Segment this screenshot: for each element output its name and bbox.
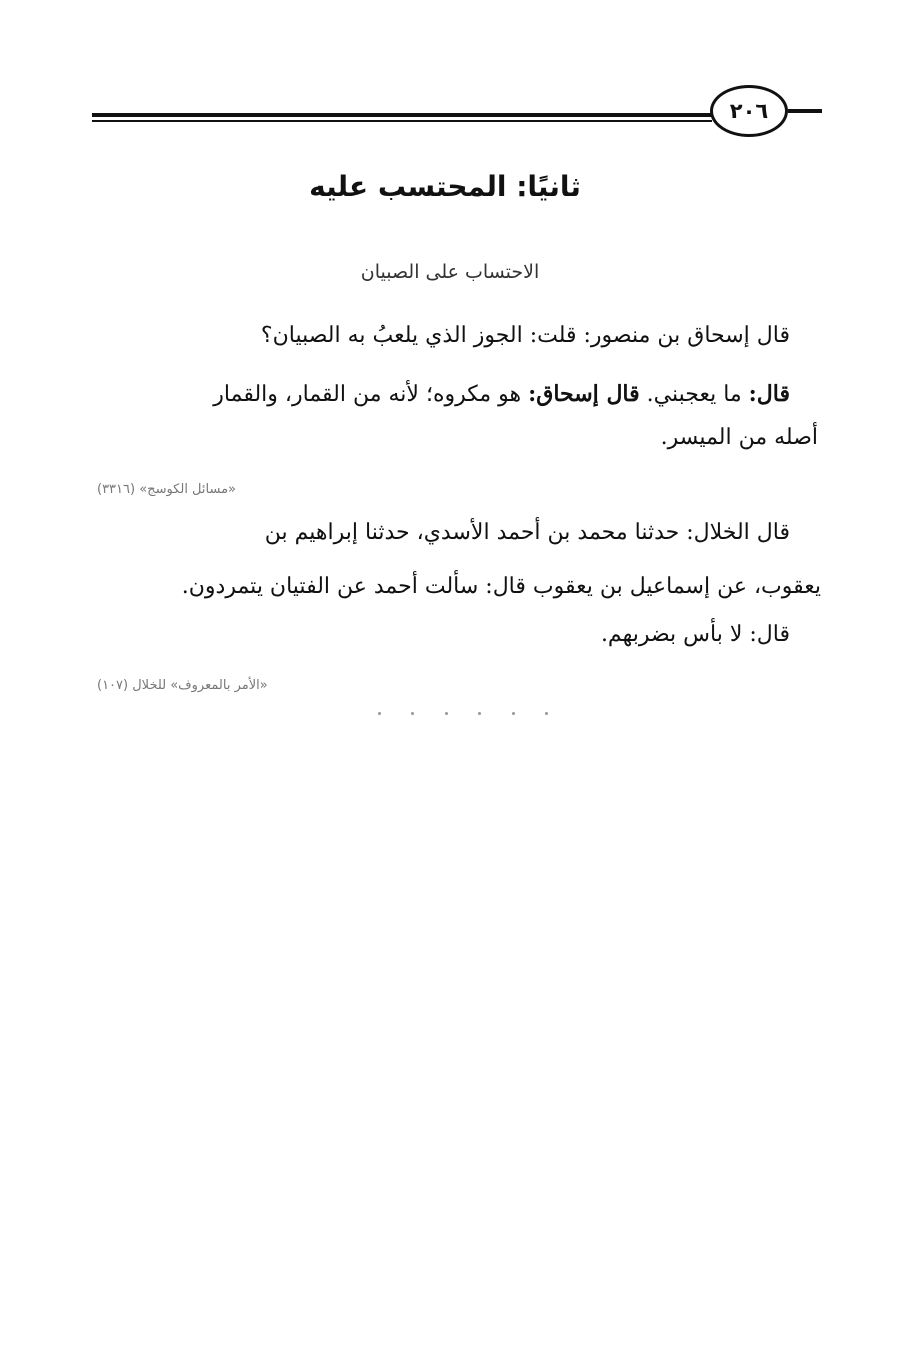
block1-line1: قال إسحاق بن منصور: قلت: الجوز الذي يلعبُ به الصبيان؟: [260, 323, 790, 348]
speaker-label: قال:: [748, 381, 790, 407]
page-number-tail: [788, 109, 822, 113]
block1-line2: [96, 379, 790, 410]
header-rule-thick-line: [92, 113, 712, 117]
ishaq-text: هو مكروه؛ لأنه من القمار، والقمار: [213, 382, 529, 407]
page-number: ٢٠٦: [710, 85, 788, 137]
answer-text: ما يعجبني.: [639, 382, 749, 407]
block2-line1: قال الخلال: حدثنا محمد بن أحمد الأسدي، حدثنا إبراهيم بن: [264, 520, 790, 545]
section-subheading: الاحتساب على الصبيان: [360, 261, 540, 283]
speaker-label-ishaq: قال إسحاق:: [528, 381, 640, 407]
reference-citation: «مسائل الكوسج» (٣٣١٦): [97, 482, 236, 497]
header-rule-thin-line: [92, 120, 712, 122]
block1-line3: أصله من الميسر.: [660, 425, 818, 450]
block2-line2: يعقوب، عن إسماعيل بن يعقوب قال: سألت أحمد عن الفتيان يتمردون.: [181, 574, 821, 599]
reference-citation: «الأمر بالمعروف» للخلال (١٠٧): [97, 678, 268, 693]
block2-line3: قال: لا بأس بضربهم.: [600, 622, 790, 647]
header-rule: [92, 113, 712, 123]
page-number-badge: [704, 83, 814, 145]
separator-ornament: [378, 712, 548, 720]
section-heading: ثانيًا: المحتسب عليه: [309, 170, 581, 203]
